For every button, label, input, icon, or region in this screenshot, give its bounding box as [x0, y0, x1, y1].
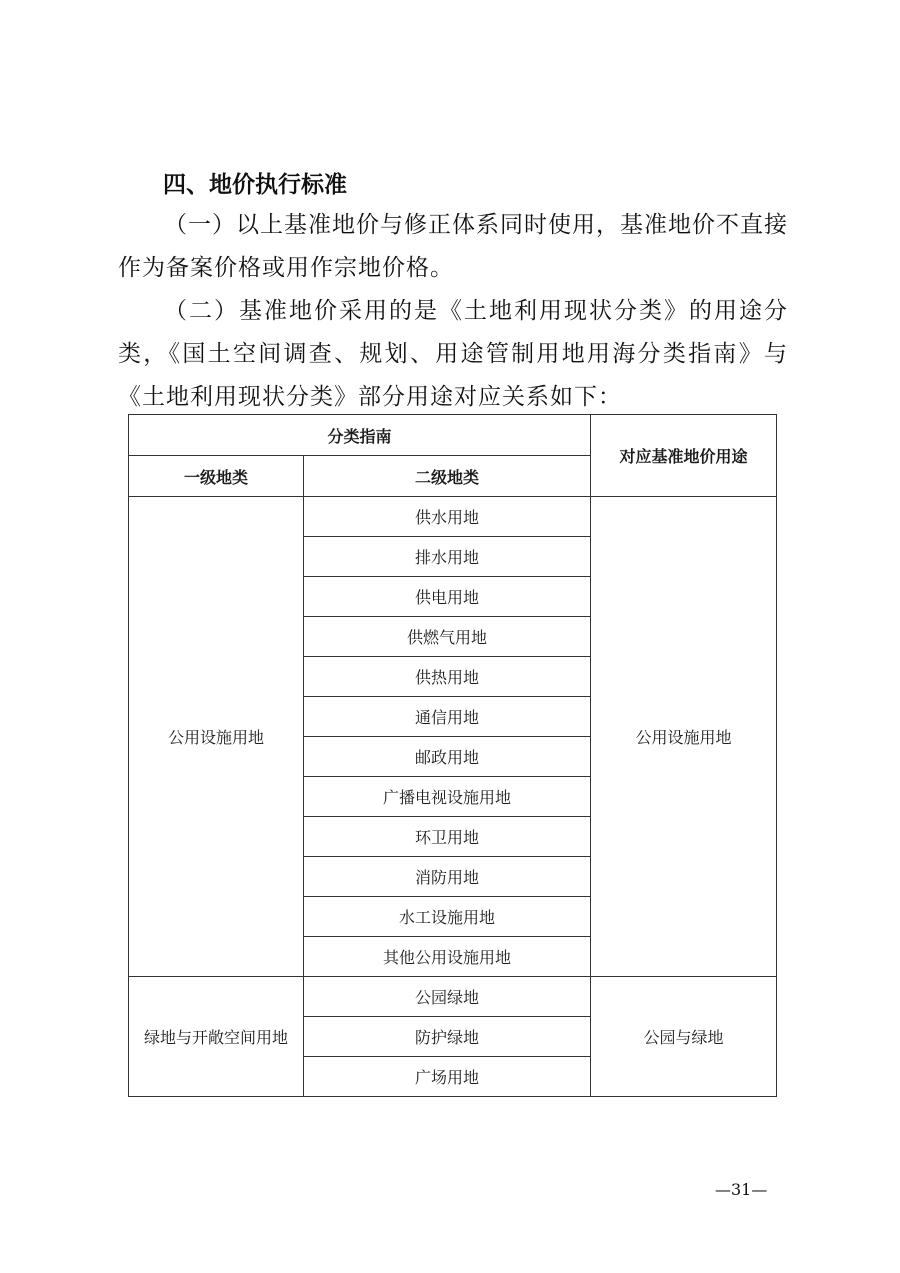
table-header-row [129, 415, 777, 456]
header-level2: 二级地类 [304, 456, 591, 497]
header-level1: 一级地类 [129, 456, 304, 497]
header-classification-guide: 分类指南 [129, 415, 591, 456]
mapping-cell: 公园与绿地 [591, 977, 777, 1097]
level2-cell: 广播电视设施用地 [304, 777, 591, 817]
header-benchmark-use: 对应基准地价用途 [591, 415, 777, 497]
paragraph-1: （一）以上基准地价与修正体系同时使用，基准地价不直接作为备案价格或用作宗地价格。 [118, 212, 788, 281]
level2-cell: 防护绿地 [304, 1017, 591, 1057]
level2-cell: 水工设施用地 [304, 897, 591, 937]
level1-cell: 公用设施用地 [129, 497, 304, 977]
level2-cell: 排水用地 [304, 537, 591, 577]
level2-cell: 供燃气用地 [304, 617, 591, 657]
level2-cell: 供水用地 [304, 497, 591, 537]
section-heading: 四、地价执行标准 [163, 172, 347, 198]
table-row [129, 977, 777, 1017]
paragraph-2: （二）基准地价采用的是《土地利用现状分类》的用途分类，《国土空间调查、规划、用途管制用地用海分类指南》与《土地利用现状分类》部分用途对应关系如下： [118, 298, 788, 410]
level1-cell: 绿地与开敞空间用地 [129, 977, 304, 1097]
level2-cell: 环卫用地 [304, 817, 591, 857]
level2-cell: 供热用地 [304, 657, 591, 697]
mapping-cell: 公用设施用地 [591, 497, 777, 977]
level2-cell: 广场用地 [304, 1057, 591, 1097]
land-use-mapping-table [128, 414, 777, 1097]
level2-cell: 供电用地 [304, 577, 591, 617]
level2-cell: 其他公用设施用地 [304, 937, 591, 977]
level2-cell: 公园绿地 [304, 977, 591, 1017]
table-row [129, 497, 777, 537]
level2-cell: 通信用地 [304, 697, 591, 737]
page-number: —31— [715, 1180, 768, 1199]
level2-cell: 邮政用地 [304, 737, 591, 777]
level2-cell: 消防用地 [304, 857, 591, 897]
